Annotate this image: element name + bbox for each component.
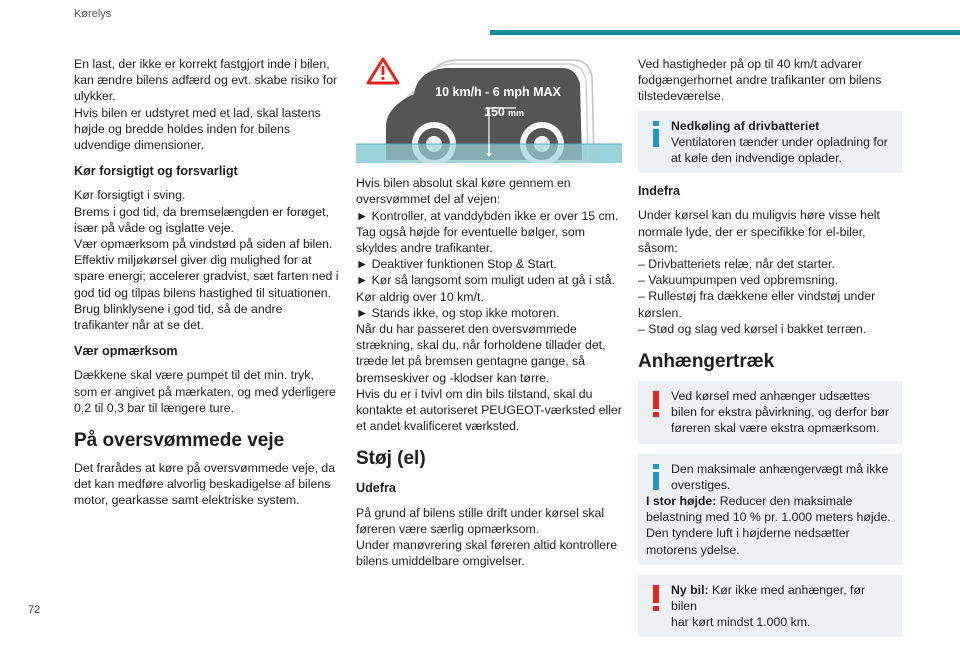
heading-be-aware: Vær opmærksom (74, 344, 178, 359)
info-title: Nedkøling af drivbatteriet (671, 118, 820, 133)
careful-line: Effektiv miljøkørsel giver dig mulighed for at spare energi; accelerer gradvist, sæt farten ned i god tid og tilpas bilens hastighed til situationen. (74, 253, 339, 300)
column-2 (356, 56, 622, 569)
heading-noise: Støj (el) (356, 448, 426, 470)
heading-flooded-roads: På oversvømmede veje (74, 430, 285, 452)
depth-label: 150 (484, 105, 505, 119)
info-box-trailer-weight (638, 454, 902, 565)
paragraph-platform: Hvis bilen er udstyret med et lad, skal lastens højde og bredde holdes inden for bilens udvendige dimensioner. (74, 105, 321, 153)
warning-triangle-icon (368, 59, 398, 83)
warning-box-new-car (638, 575, 902, 638)
column-3 (638, 56, 902, 647)
flood-line: ► Deaktiver funktionen Stop & Start. (356, 257, 557, 272)
paragraph-inside: Under kørsel kan du muligvis høre visse helt normale lyde, der er specifikke for el-biler, såsom: (638, 208, 880, 255)
info-text: Den maksimale anhængervægt må ikke (671, 461, 889, 476)
careful-line: Brug blinklysene i god tid, så de andre trafikanter når at se det. (74, 301, 283, 333)
warning-icon (648, 585, 664, 611)
careful-line: Kør forsigtigt i sving. (74, 188, 186, 203)
info-text-3: Reducer den maksimale belastning med 10 % pr. 1.000 meters højde. Den tyndere luft i højderne nedsætter motorens ydelse. (646, 494, 891, 557)
paragraph-flooded: Det frarådes at køre på oversvømmede veje, da det kan medføre alvorlig beskadigelse af bilens motor, gearkasse samt elektriske system. (74, 461, 336, 508)
paragraph-pedestrian-horn: Ved hastigheder på op til 40 km/t advarer fodgængerhornet andre trafikanter om bilens tilstedeværelse. (638, 57, 882, 104)
info-icon (648, 121, 664, 147)
depth-unit: mm (508, 108, 525, 118)
info-text: Ventilatoren tænder under opladning for at køle den indvendige oplader. (671, 134, 888, 166)
paragraph-outside: På grund af bilens stille drift under kørsel skal føreren være særlig opmærksom. (356, 505, 605, 536)
flood-illustration (356, 56, 622, 163)
heading-trailer: Anhængertræk (638, 351, 775, 373)
info-box-battery-cooling (638, 111, 902, 174)
heading-inside: Indefra (638, 184, 680, 199)
flood-line: ► Stands ikke, og stop ikke motoren. (356, 305, 560, 320)
paragraph-tyres: Dækkene skal være pumpet til det min. tryk, som er angivet på mærkaten, og med yderligere 0,2 til 0,3 bar til længere ture. (74, 368, 336, 415)
page-number: 72 (28, 604, 41, 616)
header-accent-bar (490, 30, 960, 35)
paragraph-load: En last, der ikke er korrekt fastgjort inde i bilen, kan ændre bilens adfærd og evt. skabe risiko for ulykker. (74, 57, 338, 104)
flood-line: Hvis bilen absolut skal køre gennem en oversvømmet del af vejen: (356, 176, 571, 207)
warning-icon (648, 391, 664, 417)
section-label: Kørelys (74, 8, 112, 20)
column-1 (74, 56, 339, 509)
warning-bold: Ny bil: (671, 582, 709, 597)
list-item: – Vakuumpumpen ved opbremsning. (638, 273, 839, 288)
heading-outside: Udefra (356, 481, 396, 496)
warning-text: Ved kørsel med anhænger udsættes (671, 389, 870, 404)
info-text-2: overstiges. (671, 477, 731, 492)
warning-text-rest: har kørt mindst 1.000 km. (671, 615, 811, 630)
heading-drive-carefully: Kør forsigtigt og forsvarligt (74, 164, 238, 179)
speed-label: 10 km/h - 6 mph MAX (435, 85, 561, 99)
warning-text-rest: bilen for ekstra påvirkning, og derfor bør føreren skal være ekstra opmærksom. (671, 405, 890, 436)
flood-line: ► Kontroller, at vanddybden ikke er over 15 cm. Tag også højde for eventuelle bølger, som skyldes andre trafikanter. (356, 208, 619, 256)
flood-line: ► Kør så langsomt som muligt uden at gå i stå. Kør aldrig over 10 km/t. (356, 273, 615, 304)
info-bold: I stor højde: (646, 494, 717, 509)
list-item: – Rullestøj fra dækkene eller vindstøj under kørslen. (638, 289, 876, 320)
flood-line: Hvis du er i tvivl om din bils tilstand, skal du kontakte et autoriseret PEUGEOT-værksted eller et andet kvalificeret værksted. (356, 386, 622, 434)
flood-line: Når du har passeret den oversvømmede strækning, skal du, når forholdene tillader det, træde let på bremsen gentagne gange, så bremseskiver og -klodser kan tørre. (356, 322, 606, 385)
info-icon (648, 464, 664, 490)
paragraph-outside-2: Under manøvrering skal føreren altid kontrollere bilens umiddelbare omgivelser. (356, 538, 618, 569)
warning-text: Kør ikke med anhænger, før bilen (671, 582, 866, 614)
list-item: – Drivbatteriets relæ, når det starter. (638, 257, 835, 272)
careful-line: Brems i god tid, da bremselængden er forøget, især på våde og isglatte veje. (74, 204, 329, 235)
careful-line: Vær opmærksom på vindstød på siden af bilen. (74, 237, 333, 252)
list-item: – Stød og slag ved kørsel i bakket terræn. (638, 321, 867, 336)
warning-box-trailer-load (638, 381, 902, 444)
